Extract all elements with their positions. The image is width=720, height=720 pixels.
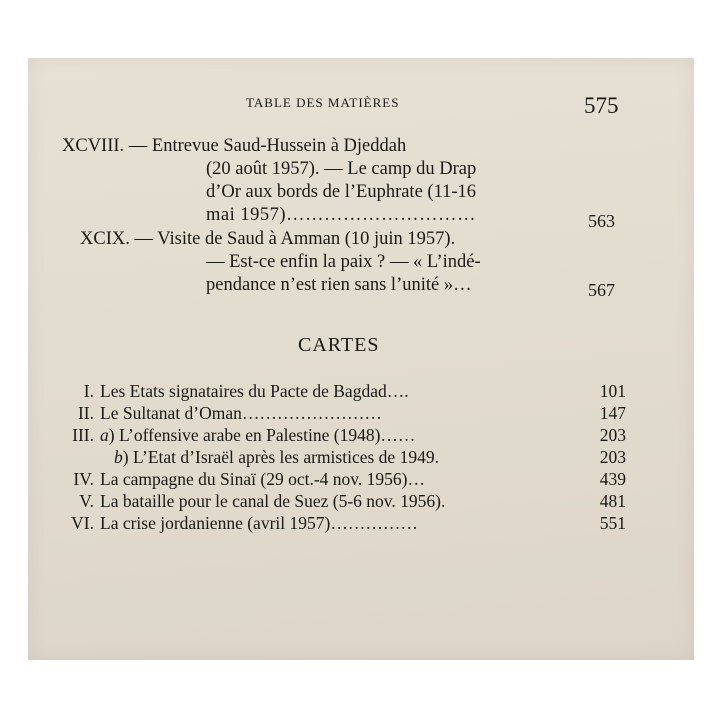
map-entry [28,446,694,468]
chapter-99-line-1: XCIX. — Visite de Saud à Amman (10 juin 1957). [80,229,456,249]
map-entry-page: 101 [599,381,626,401]
map-entry-page: 551 [599,513,626,533]
map-entry [28,402,694,424]
map-entry [28,424,694,446]
running-header-title: TABLE DES MATIÈRES [246,95,400,110]
map-entry-page: 203 [599,447,626,467]
map-entry-page: 147 [599,403,626,423]
map-entry-number: IV. [73,469,94,489]
map-entry-page: 203 [599,425,626,445]
chapter-99-line-2: — Est-ce enfin la paix ? — « L’indé- [206,252,481,272]
map-entry-label: Le Sultanat d’Oman…………………… [100,403,382,423]
map-entry [28,490,694,512]
map-entry-label: Les Etats signataires du Pacte de Bagdad…. [100,381,409,401]
map-entry-label: La crise jordanienne (avril 1957)…………… [100,513,418,533]
chapter-99-page-number: 567 [588,280,615,300]
map-entry [28,512,694,534]
map-entry-label: La campagne du Sinaï (29 oct.-4 nov. 1956)… [100,469,425,489]
chapter-99-line-3: pendance n’est rien sans l’unité »… [206,275,472,295]
chapter-98-line-1: XCVIII. — Entrevue Saud-Hussein à Djeddah [62,136,407,156]
book-page [28,58,694,660]
map-entry-page: 481 [599,491,626,511]
chapter-98-page-number: 563 [588,211,615,231]
chapter-98-line-3: d’Or aux bords de l’Euphrate (11-16 [206,182,477,202]
map-entry [28,380,694,402]
map-entry-label: b) L’Etat d’Israël après les armistices de 1949. [114,447,439,467]
map-entry-number: II. [77,403,94,423]
map-entry-number: V. [79,491,94,511]
chapter-98-line-4: mai 1957)………………………… [206,205,477,225]
running-header-page-number: 575 [584,93,619,118]
map-entry-number: III. [72,425,94,445]
map-entry-label: a) L’offensive arabe en Palestine (1948)…… [100,425,416,445]
map-entry-label: La bataille pour le canal de Suez (5-6 nov. 1956). [100,491,446,511]
cartes-heading: CARTES [298,334,380,356]
map-entry-page: 439 [599,469,626,489]
map-entry-number: I. [83,381,94,401]
map-entry [28,468,694,490]
chapter-98-line-2: (20 août 1957). — Le camp du Drap [206,159,477,179]
map-entry-number: VI. [71,513,94,533]
